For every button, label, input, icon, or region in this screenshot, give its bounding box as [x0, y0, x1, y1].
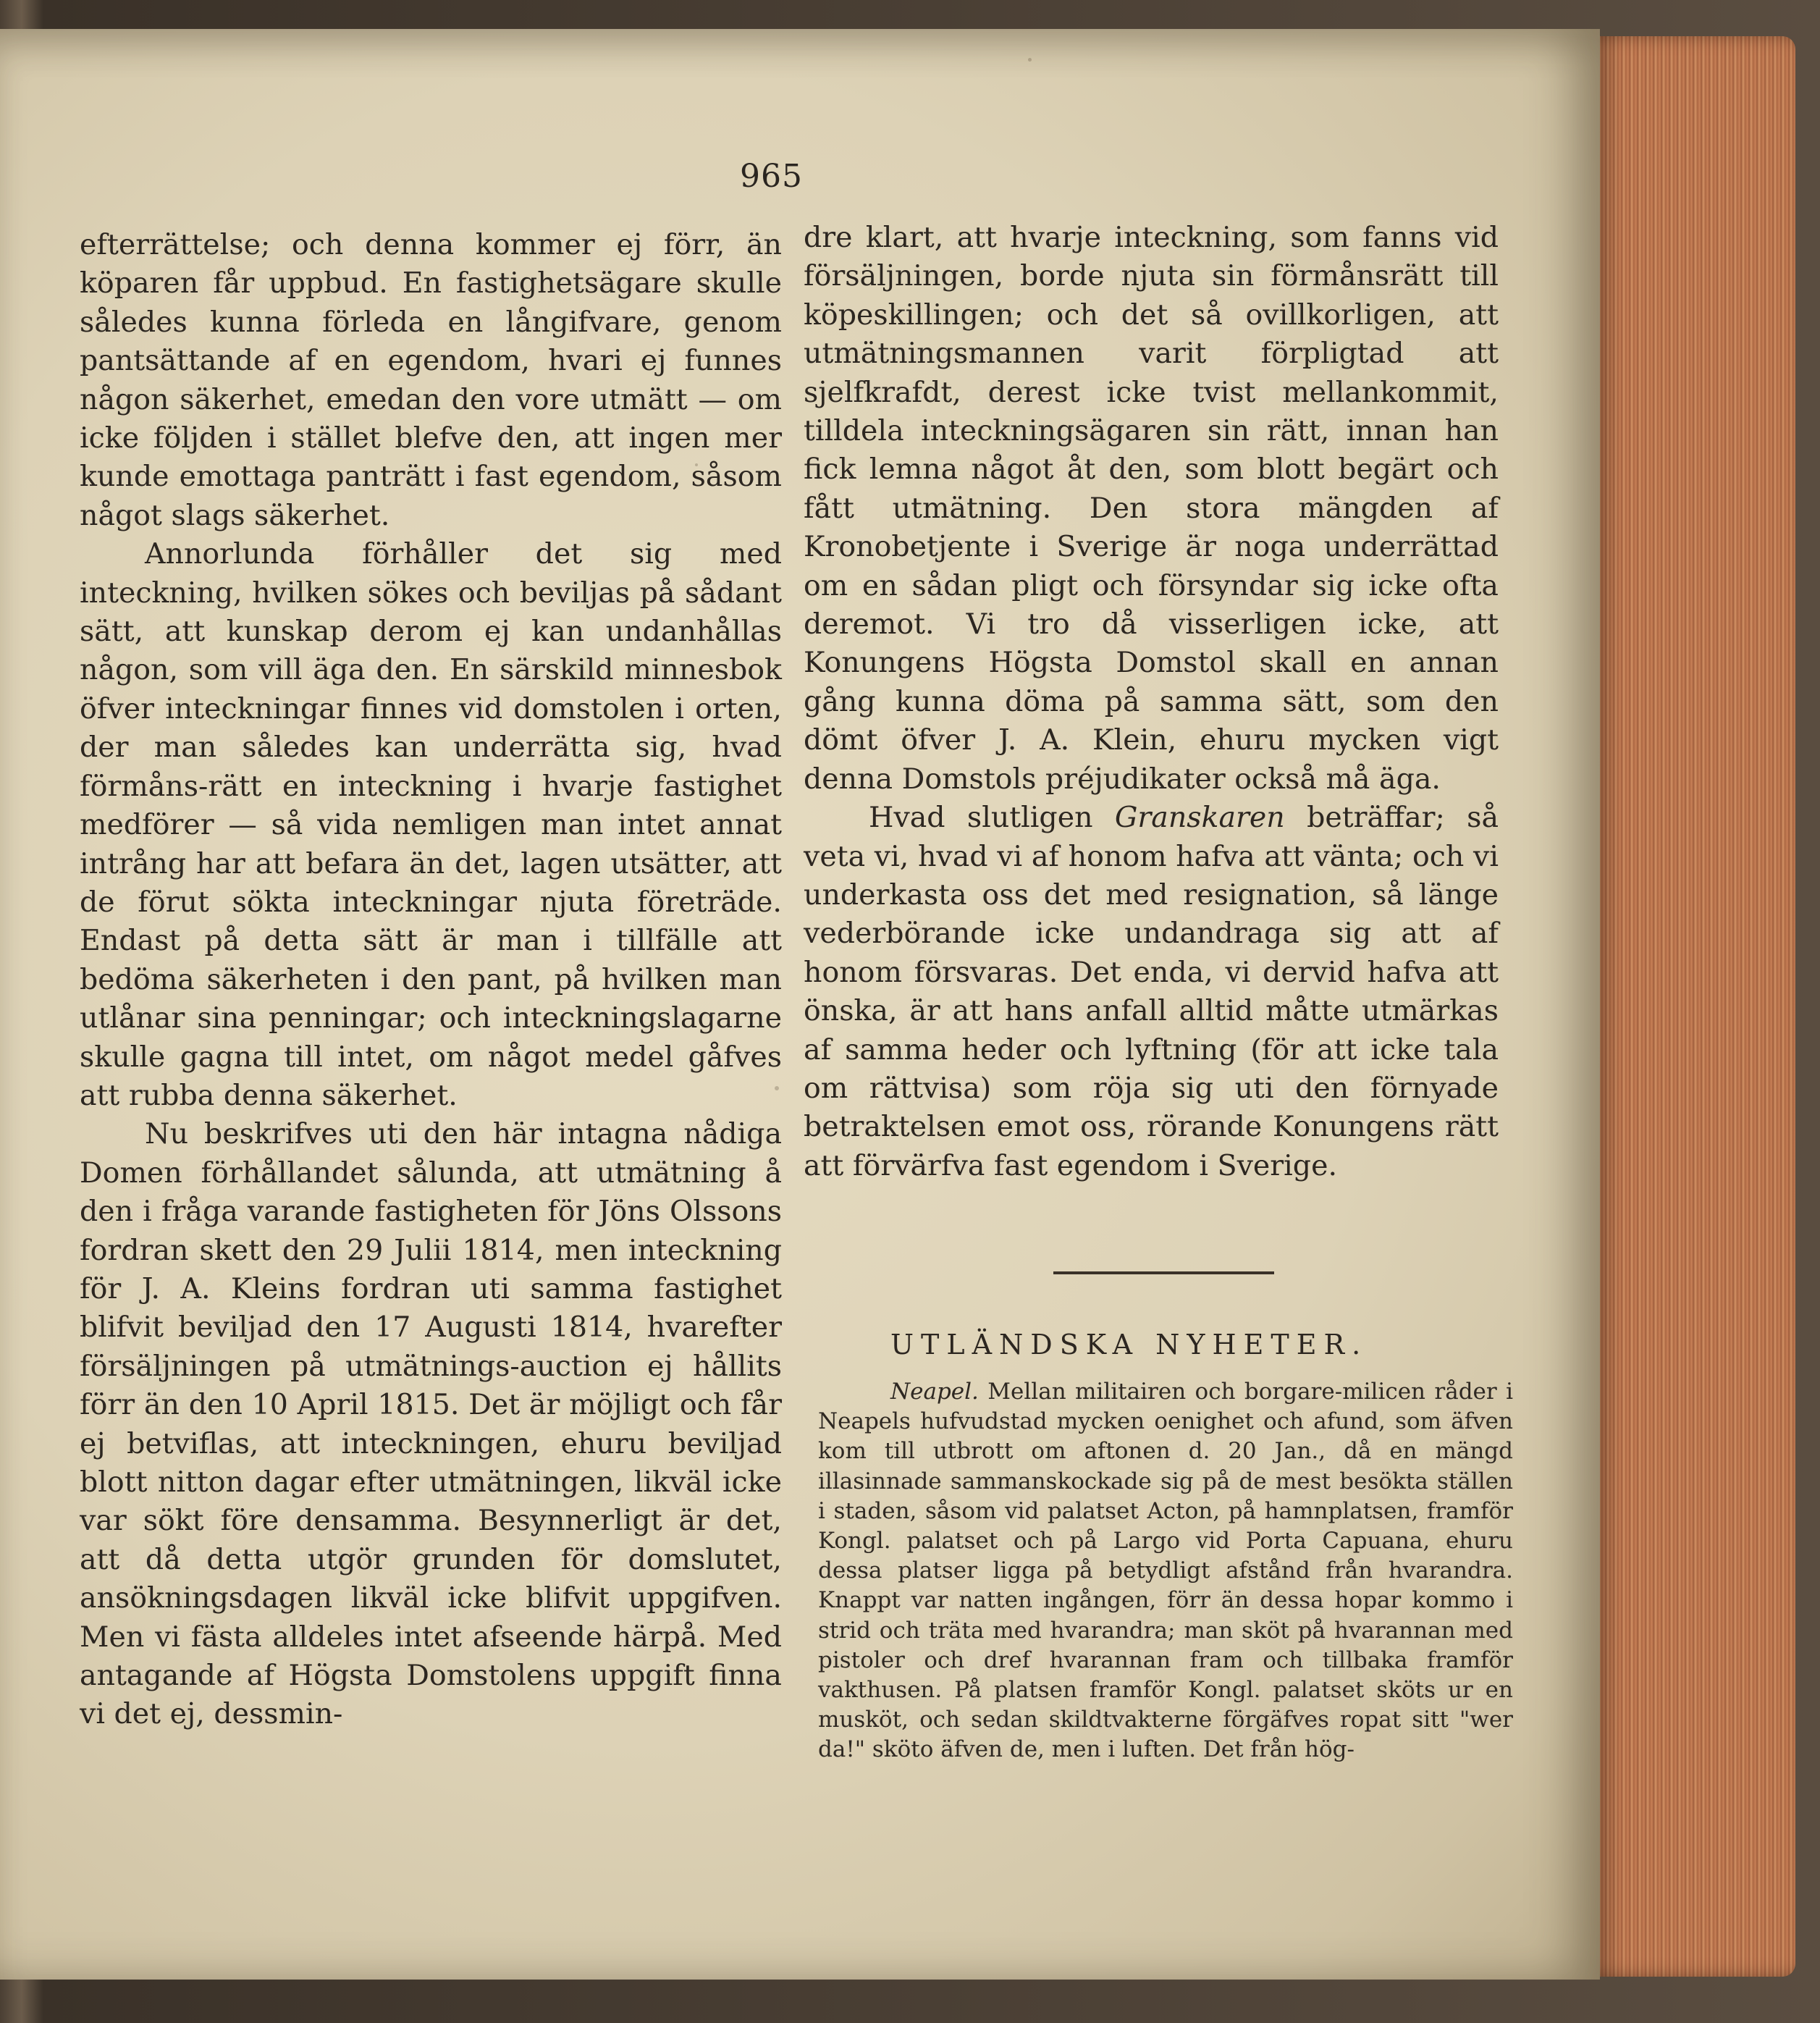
- page-number: 965: [740, 158, 803, 195]
- paragraph-text: beträffar; så veta vi, hvad vi af honom hafva att vänta; och vi underkasta oss det med resignation, så länge vederbörande icke undandraga sig att af honom försvaras. Det enda, vi dervid hafva att önska, är att hans anfall alltid måtte utmärkas af samma heder och lyftning (för att icke tala om rättvisa) som röja sig uti den förnyade betraktelsen emot oss, rörande Konungens rätt att förvärfva fast egendom i Sverige.: [804, 801, 1499, 1182]
- section-heading: UTLÄNDSKA NYHETER.: [890, 1329, 1368, 1360]
- news-item: [818, 1377, 1513, 1765]
- right-column: [804, 219, 1499, 1185]
- paragraph: Nu beskrifves uti den här intagna nådiga Domen förhållandet sålunda, att utmätning å den i fråga varande fastigheten för Jöns Olssons fordran skett den 29 Julii 1814, men inteckning för J. A. Kleins fordran uti samma fastighet blifvit beviljad den 17 Augusti 1814, hvarefter försäljningen på utmätnings-auction ej hållits förr än den 10 April 1815. Det är möjligt och får ej betviflas, att inteckningen, ehuru beviljad blott nitton dagar efter utmätningen, likväl icke var sökt före densamma. Besynnerligt är det, att då detta utgör grunden för domslutet, ansökningsdagen likväl icke blifvit uppgifven. Men vi fästa alldeles intet afseende härpå. Med antagande af Högsta Domstolens uppgift finna vi det ej, dessmin-: [80, 1117, 782, 1731]
- paragraph: Annorlunda förhåller det sig med inteckning, hvilken sökes och beviljas på sådant sätt, att kunskap derom ej kan undanhållas någon, som vill äga den. En särskild minnesbok öfver inteckningar finnes vid domstolen i orten, der man således kan underrätta sig, hvad förmåns-rätt en inteckning i hvarje fastighet medförer — så vida nemligen man intet annat intrång har att befara än det, lagen utsätter, att de förut sökta inteckningar njuta företräde. Endast på detta sätt är man i tillfälle att bedöma säkerheten i den pant, på hvilken man utlånar sina penningar; och inteckningslagarne skulle gagna till intet, om något medel gåfves att rubba denna säkerhet.: [80, 537, 782, 1112]
- news-text: Mellan militairen och borgare-milicen råder i Neapels hufvudstad mycken oenighet och afund, som äfven kom till utbrott om aftonen d. 20 Jan., då en mängd illasinnade sammanskockade sig på de mest besökta ställen i staden, såsom vid palatset Acton, på hamnplatsen, framför Kongl. palatset och på Largo vid Porta Capuana, ehuru dessa platser ligga på betydligt afstånd från hvarandra. Knappt var natten ingången, förr än dessa hopar kommo i strid och träta med hvarandra; man sköt på hvarannan med pistoler och dref hvarannan fram och tillbaka framför vakthusen. På platsen framför Kongl. palatset sköts ur en musköt, och sedan skildtvakterne förgäfves ropat sitt "wer da!" sköto äfven de, men i luften. Det från hög-: [818, 1379, 1513, 1763]
- paragraph: [804, 799, 1499, 1185]
- left-column: [80, 226, 782, 1734]
- section-divider: [1053, 1271, 1274, 1274]
- italic-title: Granskaren: [1114, 801, 1285, 835]
- paragraph-text: Hvad slutligen: [869, 801, 1115, 835]
- news-place: Neapel.: [890, 1379, 979, 1405]
- paragraph: dre klart, att hvarje inteckning, som fanns vid försäljningen, borde njuta sin förmånsrätt till köpeskillingen; och det så ovillkorligen, att utmätningsmannen varit förpligtad att sjelfkrafdt, derest icke tvist mellankommit, tilldela inteckningsägaren sin rätt, innan han fick lemna något åt den, som blott begärt och fått utmätning. Den stora mängden af Kronobetjente i Sverige är noga underrättad om en sådan pligt och försyndar sig icke ofta deremot. Vi tro då visserligen icke, att Konungens Högsta Domstol skall en annan gång kunna döma på samma sätt, som den dömt öfver J. A. Klein, ehuru mycken vigt denna Domstols préjudikater också må äga.: [804, 221, 1499, 796]
- book-page: [0, 29, 1600, 1980]
- page-block-edge: [1578, 36, 1795, 1977]
- paragraph: efterrättelse; och denna kommer ej förr, än köparen får uppbud. En fastighetsägare skulle således kunna förleda en långifvare, genom pantsättande af en egendom, hvari ej funnes någon säkerhet, emedan den vore utmätt — om icke följden i stället blefve den, att ingen mer kunde emottaga panträtt i fast egendom, såsom något slags säkerhet.: [80, 228, 782, 532]
